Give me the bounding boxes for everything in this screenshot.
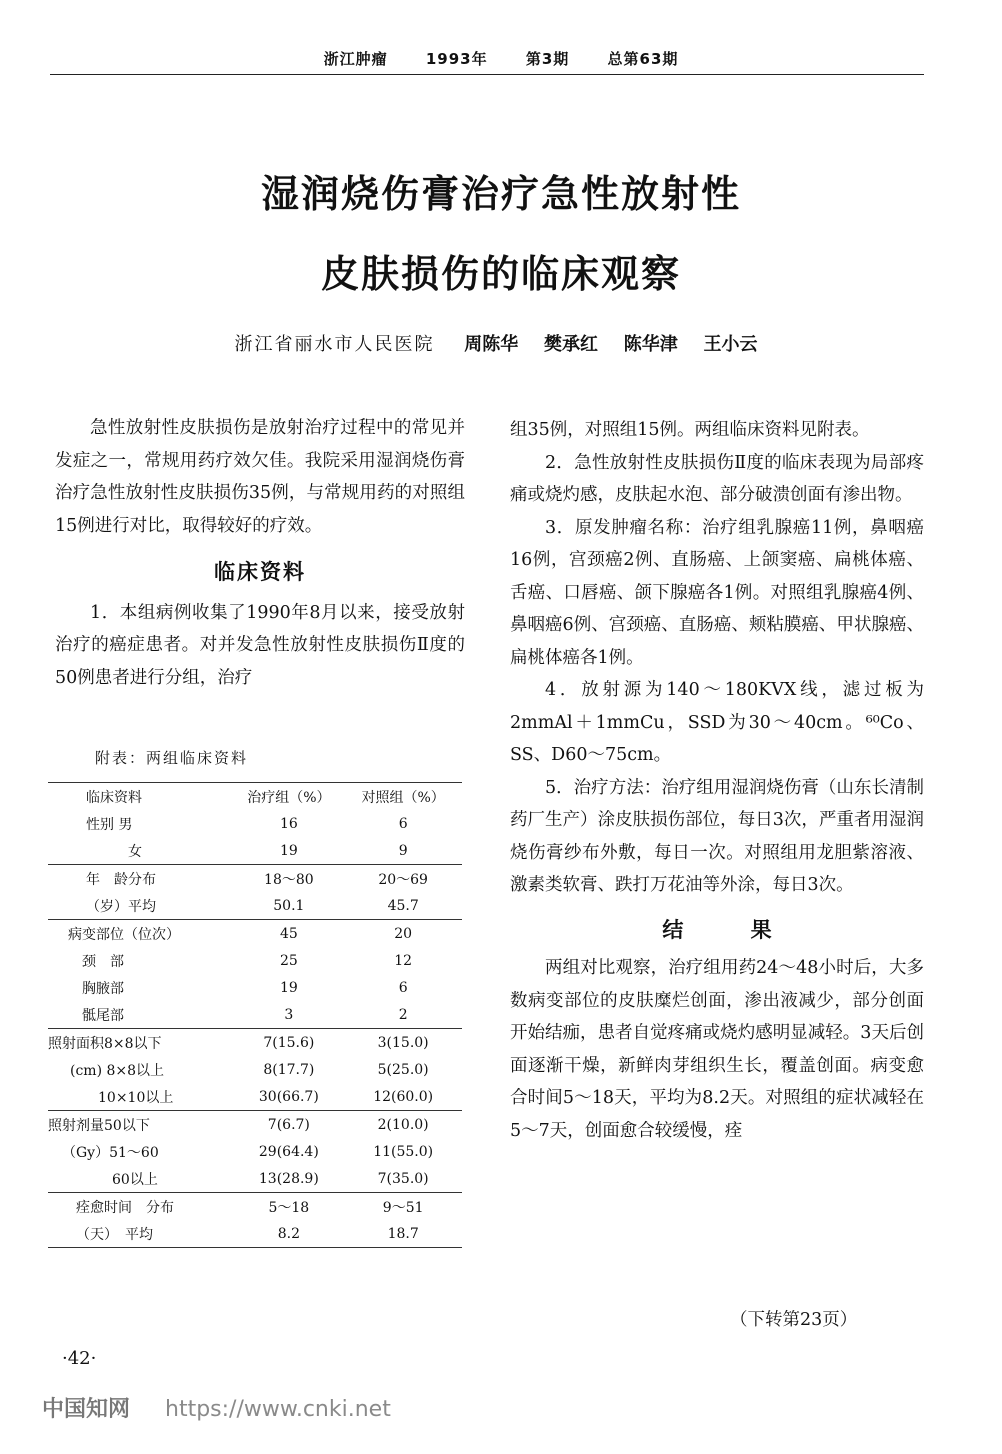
table-cell: 8.2 (233, 1220, 344, 1248)
institution: 浙江省丽水市人民医院 (234, 334, 435, 355)
table-cell: 30(66.7) (258, 1088, 319, 1105)
table-cell: 颈 部 (68, 953, 124, 970)
table-cell: 50.1 (273, 897, 305, 914)
paragraph-2: 2．急性放射性皮肤损伤Ⅱ度的临床表现为局部疼痛或烧灼感，皮肤起水泡、部分破溃创面有渗出物。 (510, 452, 924, 505)
table-row (48, 810, 462, 837)
table-cell: 9 (398, 842, 408, 859)
table-cell: 3(15.0) (344, 1029, 462, 1057)
table-cell: 25 (279, 952, 298, 969)
table-row (48, 1165, 462, 1193)
table-cell: 10×10以上 (70, 1089, 174, 1106)
table-cell: 18～80 (233, 865, 344, 893)
table-cell: 病变部位（位次） (48, 920, 233, 948)
paragraph-4: 4．放射源为140～180KVX线，滤过板为2mmAl＋1mmCu，SSD为30～40cm。⁶⁰Co、SS、D60～75cm。 (510, 680, 924, 765)
intro-paragraph: 急性放射性皮肤损伤是放射治疗过程中的常见并发症之一，常规用药疗效欠佳。我院采用湿润烧伤膏治疗急性放射性皮肤损伤35例，与常规用药的对照组15例进行对比，取得较好的疗效。 (55, 418, 465, 536)
paragraph-3: 3．原发肿瘤名称：治疗组乳腺癌11例，鼻咽癌16例，宫颈癌2例、直肠癌、上颌窦癌、扁桃体癌、舌癌、口唇癌、颌下腺癌各1例。对照组乳腺癌4例、鼻咽癌6例、宫颈癌、直肠癌、颊粘膜癌、甲状腺癌、扁桃体癌各1例。 (510, 517, 924, 668)
table-cell: 5(25.0) (377, 1061, 429, 1078)
table-caption: 附表：两组临床资料 (95, 749, 249, 767)
table-cell: 29(64.4) (258, 1143, 319, 1160)
watermark (42, 1392, 391, 1423)
journal-name: 浙江肿瘤 (323, 50, 388, 68)
table-cell: 年 龄分布 (48, 865, 233, 893)
table-cell: 18.7 (344, 1220, 462, 1248)
table-cell: 19 (279, 842, 298, 859)
continued-paragraph: 组35例，对照组15例。两组临床资料见附表。 (510, 420, 870, 440)
table-row (48, 892, 462, 920)
watermark-url: https://www.cnki.net (165, 1397, 391, 1422)
table-cell: 2 (398, 1006, 408, 1023)
table-cell: （天） 平均 (48, 1220, 233, 1248)
table-cell: 7(35.0) (377, 1170, 429, 1187)
table-cell: 照射面积8×8以下 (48, 1029, 233, 1057)
clinical-data-table (48, 782, 462, 1248)
page-number: ·42· (62, 1348, 97, 1369)
table-row (48, 947, 462, 974)
table-row (48, 920, 462, 948)
table-row (48, 1111, 462, 1139)
table-cell: 胸腋部 (68, 980, 124, 997)
table-cell: 6 (398, 815, 408, 832)
table-cell: 45.7 (387, 897, 419, 914)
table-header-cell: 临床资料 (48, 783, 233, 811)
table-cell: 13(28.9) (258, 1170, 319, 1187)
left-column (55, 412, 465, 694)
table-cell: 20～69 (344, 865, 462, 893)
table-row (48, 974, 462, 1001)
table-cell: 45 (233, 920, 344, 948)
paragraph-1: 1．本组病例收集了1990年8月以来，接受放射治疗的癌症患者。对并发急性放射性皮肤损伤Ⅱ度的50例患者进行分组，治疗 (55, 602, 465, 688)
table-cell: 8(17.7) (263, 1061, 315, 1078)
table-header-cell: 治疗组（%） (233, 783, 344, 811)
watermark-brand: 中国知网 (42, 1397, 131, 1422)
author-name: 周陈华 (464, 334, 519, 355)
table-row (48, 837, 462, 865)
table-row (48, 1056, 462, 1083)
table-cell: 照射剂量50以下 (48, 1111, 233, 1139)
table-row (48, 1001, 462, 1029)
table-cell: 19 (279, 979, 298, 996)
table-cell: 16 (279, 815, 298, 832)
table-row (48, 1220, 462, 1248)
journal-issue: 第3期 (525, 50, 570, 68)
table-cell: 12 (394, 952, 413, 969)
journal-year: 1993年 (425, 50, 488, 68)
table-row (48, 1029, 462, 1057)
article-title-line-1: 湿润烧伤膏治疗急性放射性 (260, 172, 741, 216)
table-cell: 3 (284, 1006, 294, 1023)
table-cell: 女 (86, 843, 142, 860)
section-heading-results: 结 果 (662, 917, 772, 942)
table-cell: (cm) 8×8以上 (56, 1062, 165, 1079)
table-cell: 痊愈时间 分布 (48, 1193, 233, 1221)
table-row (48, 1138, 462, 1165)
table-cell: 9～51 (344, 1193, 462, 1221)
table-cell: 骶尾部 (68, 1007, 124, 1024)
table-header-cell: 对照组（%） (344, 783, 462, 811)
header-rule (50, 74, 924, 75)
table-cell: 11(55.0) (373, 1143, 434, 1160)
author-line (0, 330, 1002, 356)
author-name: 陈华津 (623, 334, 678, 355)
running-header (0, 48, 1002, 69)
table-cell: 性别 男 (86, 816, 133, 833)
table-cell: （岁）平均 (86, 898, 156, 915)
author-name: 樊承红 (544, 334, 598, 355)
table-cell: 20 (344, 920, 462, 948)
table-cell: 12(60.0) (373, 1088, 434, 1105)
table-cell: 2(10.0) (344, 1111, 462, 1139)
section-heading-clinical-data: 临床资料 (214, 560, 306, 584)
table-cell: 5～18 (233, 1193, 344, 1221)
table-cell: 7(6.7) (233, 1111, 344, 1139)
table-cell: （Gy）51～60 (62, 1144, 159, 1161)
author-name: 王小云 (703, 334, 758, 355)
article-title-line-2: 皮肤损伤的临床观察 (320, 252, 681, 296)
continued-note: （下转第23页） (730, 1310, 858, 1330)
table-cell: 60以上 (70, 1171, 158, 1188)
paragraph-5: 5．治疗方法：治疗组用湿润烧伤膏（山东长清制药厂生产）涂皮肤损伤部位，每日3次，严重者用湿润烧伤膏纱布外敷，每日一次。对照组用龙胆紫溶液、激素类软膏、跌打万花油等外涂，每日3次。 (510, 777, 924, 895)
table-row (48, 1193, 462, 1221)
table-header-row (48, 783, 462, 811)
table-row (48, 865, 462, 893)
journal-total-issue: 总第63期 (607, 50, 679, 68)
table-cell: 6 (398, 979, 408, 996)
right-column (510, 414, 924, 1147)
table-cell: 7(15.6) (233, 1029, 344, 1057)
results-paragraph: 两组对比观察，治疗组用药24～48小时后，大多数病变部位的皮肤糜烂创面，渗出液减少，部分创面开始结痂，患者自觉疼痛或烧灼感明显减轻。3天后创面逐渐干燥，新鲜肉芽组织生长，覆盖创面。病变愈合时间5～18天，平均为8.2天。对照组的症状减轻在5～7天，创面愈合较缓慢，痊 (510, 958, 924, 1141)
table-row (48, 1083, 462, 1111)
